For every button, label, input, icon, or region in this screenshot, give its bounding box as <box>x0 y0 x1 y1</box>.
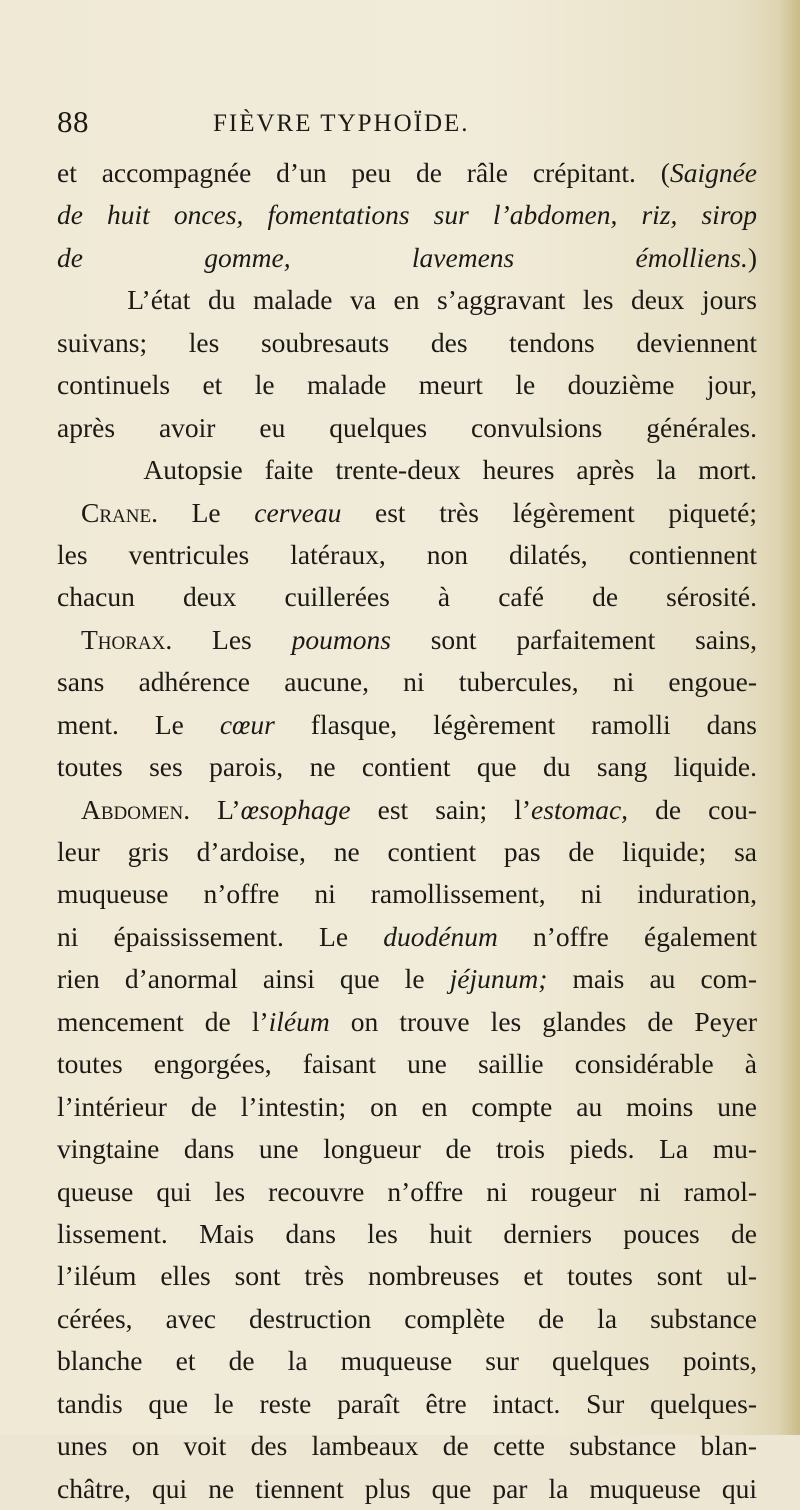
text-run: ni épaississement. Le <box>57 920 384 952</box>
text-run: chacun deux cuillerées à café de sérosité. <box>57 581 757 613</box>
text-run: on trouve les glandes de Peyer <box>329 1005 757 1037</box>
page-number: 88 <box>57 104 89 139</box>
text-line <box>57 534 757 576</box>
text-line <box>57 1255 757 1297</box>
text-line <box>57 831 757 873</box>
text-line <box>57 1128 757 1170</box>
text-run: toutes engorgées, faisant une saillie considérable à <box>57 1048 757 1080</box>
text-line <box>57 279 757 321</box>
text-line <box>57 1425 757 1467</box>
text-line <box>57 746 757 788</box>
italic-term: poumons <box>291 623 391 655</box>
text-line <box>57 407 757 449</box>
text-run: mais au com- <box>547 963 757 995</box>
text-run: l’intérieur de l’intestin; on en compte au moins une <box>57 1090 757 1122</box>
text-run: vingtaine dans une longueur de trois pieds. La mu- <box>57 1133 757 1165</box>
italic-term: de gomme, lavemens émolliens. <box>57 241 748 273</box>
text-run: rien d’anormal ainsi que le <box>57 963 450 995</box>
text-line <box>57 619 757 661</box>
text-run: Le <box>157 496 255 528</box>
text-run: toutes ses parois, ne contient que du sang liquide. <box>57 751 757 783</box>
text-line <box>57 152 757 194</box>
text-run: lissement. Mais dans les huit derniers pouces de <box>57 1217 757 1249</box>
page-header <box>0 104 800 144</box>
text-line <box>57 1171 757 1213</box>
text-line <box>57 322 757 364</box>
text-line <box>57 704 757 746</box>
text-line <box>57 1043 757 1085</box>
running-head: FIÈVRE TYPHOÏDE. <box>213 110 470 137</box>
text-line <box>57 661 757 703</box>
text-run: et accompagnée d’un peu de râle crépitant. ( <box>57 157 670 188</box>
text-run: cérées, avec destruction complète de la substance <box>57 1302 757 1334</box>
text-run: de cou- <box>628 793 757 825</box>
text-line <box>57 449 757 491</box>
section-heading: Abdomen. <box>81 793 191 825</box>
text-line <box>57 1298 757 1340</box>
text-line <box>57 237 757 279</box>
italic-term: duodénum <box>383 920 498 952</box>
text-run: leur gris d’ardoise, ne contient pas de liquide; sa <box>57 836 757 867</box>
body-text <box>57 152 757 1510</box>
text-line <box>57 1383 757 1425</box>
text-run <box>57 619 81 661</box>
text-run: est sain; l’ <box>350 793 532 825</box>
text-run: L’ <box>190 793 241 825</box>
section-heading: Thorax. <box>81 623 173 655</box>
text-run: L’état du malade va en s’aggravant les deux jours <box>57 284 757 316</box>
text-run: est très légèrement piqueté; <box>341 496 757 528</box>
italic-term: Saignée <box>669 157 757 188</box>
text-run: sont parfaitement sains, <box>390 623 757 655</box>
text-line <box>57 1340 757 1382</box>
text-run: l’iléum elles sont très nombreuses et toutes sont ul- <box>57 1260 757 1292</box>
text-run: mencement de l’ <box>57 1005 269 1037</box>
text-line <box>57 492 757 534</box>
text-line <box>57 916 757 958</box>
italic-term: estomac, <box>531 793 629 825</box>
text-run: ment. Le <box>57 708 220 740</box>
italic-term: de huit onces, fomentations sur l’abdomen, riz, sirop <box>57 199 757 231</box>
text-line <box>57 1468 757 1510</box>
text-run: suivans; les soubresauts des tendons deviennent <box>57 326 757 358</box>
text-line <box>57 364 757 406</box>
text-run: n’offre également <box>497 920 757 952</box>
text-run: les ventricules latéraux, non dilatés, contiennent <box>57 538 757 570</box>
text-run <box>57 789 81 831</box>
text-run: Autopsie faite trente-deux heures après la mort. <box>57 454 757 486</box>
text-run: tandis que le reste paraît être intact. Sur quelques- <box>57 1387 757 1419</box>
text-run: ) <box>747 241 757 273</box>
text-run: flasque, légèrement ramolli dans <box>274 708 757 740</box>
text-run: après avoir eu quelques convulsions générales. <box>57 411 757 443</box>
text-line <box>57 576 757 618</box>
text-line <box>57 873 757 915</box>
text-line <box>57 194 757 236</box>
italic-term: cerveau <box>254 496 342 528</box>
text-run: continuels et le malade meurt le douzième jour, <box>57 369 757 401</box>
text-run: sans adhérence aucune, ni tubercules, ni engoue- <box>57 666 757 698</box>
italic-term: cœur <box>219 708 275 740</box>
text-line <box>57 1001 757 1043</box>
text-line <box>57 1086 757 1128</box>
page-edge-shadow <box>778 0 800 1435</box>
text-run: Les <box>172 623 292 655</box>
italic-term: œsophage <box>240 793 351 825</box>
section-heading: Crane. <box>81 496 158 528</box>
text-run: unes on voit des lambeaux de cette substance blan- <box>57 1430 757 1462</box>
text-run <box>57 492 81 534</box>
text-run: blanche et de la muqueuse sur quelques points, <box>57 1345 757 1377</box>
text-run: muqueuse n’offre ni ramollissement, ni induration, <box>57 878 757 910</box>
text-line <box>57 789 757 831</box>
italic-term: iléum <box>268 1005 330 1037</box>
text-run: queuse qui les recouvre n’offre ni rougeur ni ramol- <box>57 1175 757 1207</box>
text-line <box>57 958 757 1000</box>
text-run: châtre, qui ne tiennent plus que par la muqueuse qui <box>57 1472 757 1504</box>
italic-term: jéjunum; <box>449 963 548 995</box>
text-line <box>57 1213 757 1255</box>
